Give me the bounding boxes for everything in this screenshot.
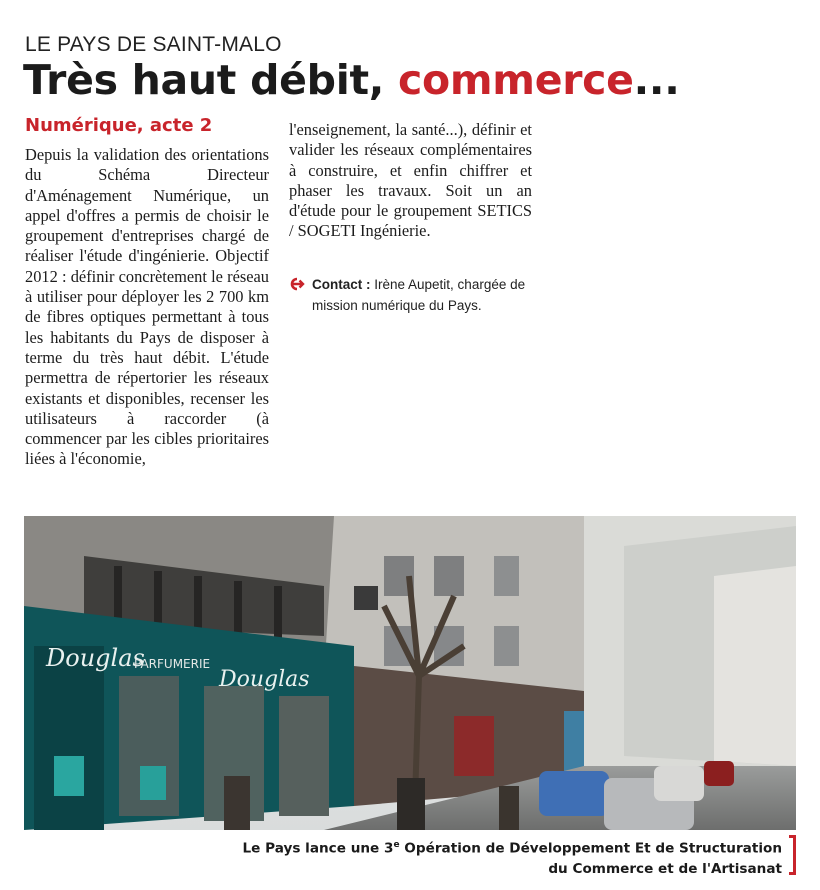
section-kicker: LE PAYS DE SAINT-MALO <box>25 33 282 56</box>
contact-note <box>289 274 539 316</box>
street-photo <box>24 516 796 830</box>
headline-accent: commerce <box>398 56 634 104</box>
caption-bracket <box>789 835 796 875</box>
photo-caption <box>182 835 782 879</box>
douglas-sign-left: Douglas <box>46 644 145 672</box>
parfumerie-sign: PARFUMERIE <box>134 657 211 671</box>
headline-ellipsis: ... <box>633 56 680 104</box>
caption-text-b: Opération de Développement Et de Structuration <box>399 840 782 857</box>
caption-superscript: e <box>393 840 400 850</box>
caption-line-1 <box>182 835 782 859</box>
contact-label: Contact : <box>312 277 371 292</box>
caption-line-2: du Commerce et de l'Artisanat <box>548 860 782 877</box>
douglas-sign-right: Douglas <box>219 667 310 692</box>
article-headline <box>23 56 679 104</box>
headline-main: Très haut débit, <box>23 56 398 104</box>
contact-text: Irène Aupetit, chargée de mission numérique du Pays. <box>312 277 526 313</box>
caption-text-a: Le Pays lance une 3 <box>242 840 394 857</box>
arrow-icon <box>289 277 305 291</box>
article-subhead: Numérique, acte 2 <box>25 115 213 136</box>
article-body-column-1: Depuis la validation des orientations du Schéma Directeur d'Aménagement Numérique, un appel d'offres a permis de choisir le groupement d'entreprises chargé de réaliser l'étude d'ingénierie. Objectif 2012 : définir concrètement le réseau à utiliser pour déployer les 2 700 km de fibres optiques permettant à tous les habitants du Pays de disposer à terme du très haut débit. L'étude permettra de répertorier les réseaux existants et disponibles, recenser les utilisateurs à raccorder (à commencer par les cibles prioritaires liées à l'économie, <box>25 145 269 469</box>
article-body-column-2: l'enseignement, la santé...), définir et valider les réseaux complémentaires à construire, et enfin chiffrer et phaser les travaux. Soit un an d'étude pour le groupement SETICS / SOGETI Ingénierie. <box>289 120 532 241</box>
